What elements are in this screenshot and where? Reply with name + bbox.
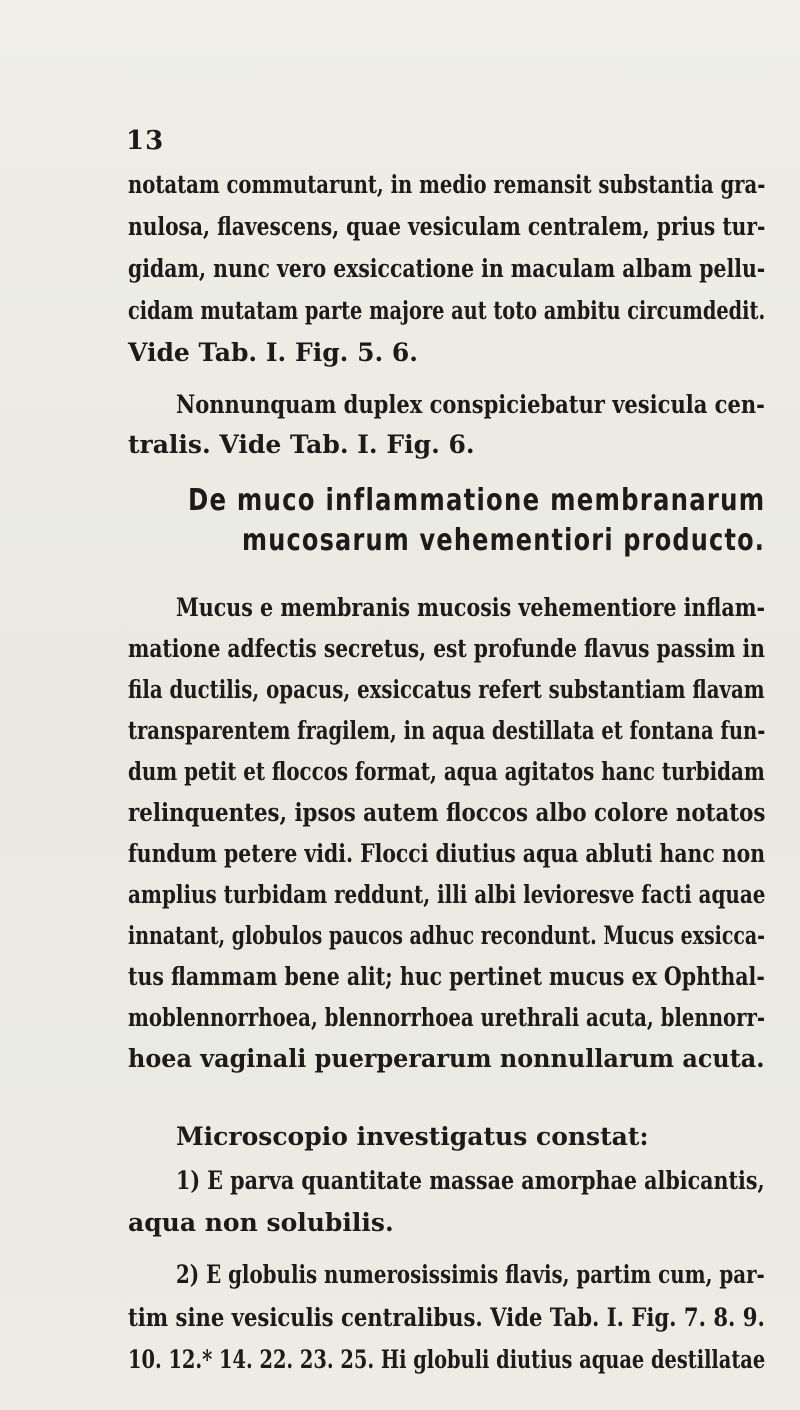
text-line: hoea vaginali puerperarum nonnullarum acuta. [128,1044,765,1073]
list-item-line: 10. 12.* 14. 22. 23. 25. Hi globuli diutius aquae destillatae [128,1345,766,1374]
section-heading: De muco inflammatione membranarum [188,483,766,518]
text-line: fila ductilis, opacus, exsiccatus refert substantiam flavam [128,675,765,704]
text-line: dum petit et floccos format, aqua agitatos hanc turbidam [128,757,765,786]
list-item-line: aqua non solubilis. [128,1208,394,1237]
text-line: amplius turbidam reddunt, illi albi levioresve facti aquae [128,880,766,909]
text-line: transparentem fragilem, in aqua destillata et fontana fun- [128,716,766,745]
text-line: innatant, globulos paucos adhuc recondunt. Mucus exsicca- [128,921,766,950]
text-line: moblennorrhoea, blennorrhoea urethrali acuta, blennorr- [128,1003,766,1032]
text-line: tralis. Vide Tab. I. Fig. 6. [128,430,475,459]
text-line: gidam, nunc vero exsiccatione in maculam albam pellu- [128,254,766,283]
text-line: Nonnunquam duplex conspiciebatur vesicula cen- [176,390,765,419]
section-heading: mucosarum vehementiori producto. [242,523,766,558]
text-line: notatam commutarunt, in medio remansit substantia gra- [128,170,766,199]
text-line: Microscopio investigatus constat: [176,1122,649,1151]
list-item-line: 1) E parva quantitate massae amorphae albicantis, [176,1166,765,1195]
text-line: fundum petere vidi. Flocci diutius aqua abluti hanc non [128,839,766,868]
text-line: nulosa, flavescens, quae vesiculam centralem, prius tur- [128,212,766,241]
text-line: tus flammam bene alit; huc pertinet mucus ex Ophthal- [128,962,765,991]
list-item-line: tim sine vesiculis centralibus. Vide Tab. I. Fig. 7. 8. 9. [128,1303,765,1332]
text-line: matione adfectis secretus, est profunde flavus passim in [128,634,765,663]
text-line: Mucus e membranis mucosis vehementiore inflam- [176,593,766,622]
text-line: Vide Tab. I. Fig. 5. 6. [128,338,418,367]
text-line: cidam mutatam parte majore aut toto ambitu circumdedit. [128,296,766,325]
list-item-line: 2) E globulis numerosissimis flavis, partim cum, par- [176,1260,765,1289]
page-number: 13 [126,126,165,156]
text-line: relinquentes, ipsos autem floccos albo colore notatos [128,798,766,827]
